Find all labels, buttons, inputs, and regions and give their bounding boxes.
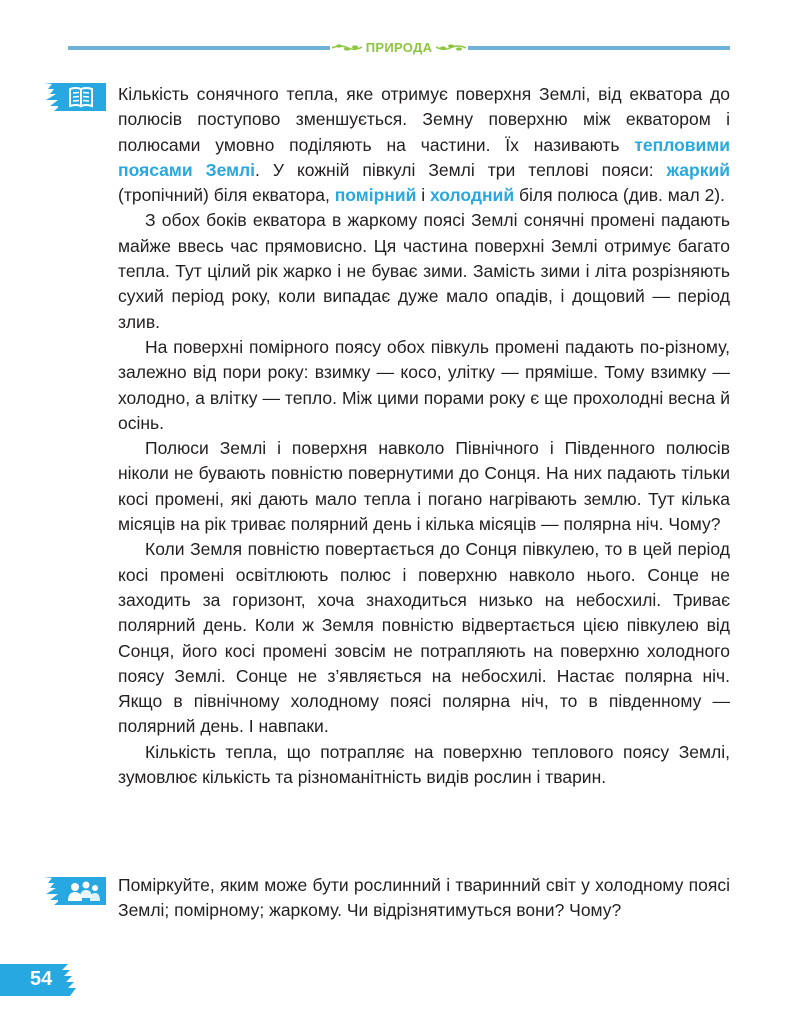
paragraph-poles: Полюси Землі і поверхня навколо Північного і Південного полюсів ніколи не бувають повністю повернутими до Сонця. На них падають тільки косі промені, які дають мало тепла і погано нагрівають землю. Тут кілька місяців на рік триває полярний день і кілька місяців — полярна ніч. Чому? — [118, 438, 730, 535]
term-hot: жаркий — [666, 159, 730, 180]
leaf-ornament-right-icon — [436, 42, 466, 52]
header-rule-left — [68, 46, 330, 50]
section-header — [330, 38, 468, 56]
term-cold: холодний — [429, 185, 515, 206]
book-icon — [44, 80, 106, 114]
page-number-badge — [0, 964, 78, 996]
section-title: ПРИРОДА — [365, 39, 433, 55]
paragraph-hot-belt: З обох боків екватора в жаркому поясі Землі сонячні промені падають майже ввесь час прямовисно. Ця частина поверхні Землі отримує багато тепла. Тут цілий рік жарко і не буває зими. Замість зими і літа розрізняють сухий період року, коли випадає дуже мало опадів, і дощовий — період злив. — [118, 210, 730, 332]
paragraph-temperate-belt: На поверхні помірного поясу обох півкуль промені падають по-різному, залежно від пори року: взимку — косо, улітку — пряміше. Тому взимку — холодно, а влітку — тепло. Між цими порами року є ще прохолодні весна й осінь. — [118, 336, 730, 433]
term-heat-belts: тепловими поясами Землі — [118, 134, 730, 180]
header-rule-right — [468, 46, 730, 50]
term-temperate: помірний — [334, 185, 417, 206]
page-number: 54 — [30, 968, 53, 990]
paragraph-polar-day-night: Коли Земля повністю повертається до Сонця півкулею, то в цей період косі промені освітлюють полюс і поверхню навколо нього. Сонце не заходить за горизонт, хоча знаходиться низько на небосхилі. Триває полярний день. Коли ж Земля повністю відвертається цією півкулею від Сонця, його косі промені зовсім не потрапляють на поверхню холодного поясу Землі. Сонце не з’являється на небосхилі. Настає полярна ніч. Якщо в північному холодному поясі полярна ніч, то в південному — полярний день. І навпаки. — [118, 539, 730, 737]
group-discussion-icon — [44, 874, 106, 908]
discussion-task — [118, 873, 730, 924]
paragraph-biodiversity: Кількість тепла, що потрапляє на поверхню теплового поясу Землі, зумовлює кількість та різноманітність видів рослин і тварин. — [118, 741, 730, 788]
paragraph-intro: Кількість сонячного тепла, яке отримує поверхня Землі, від екватора до полюсів поступово зменшується. Земну поверхню між екватором і полюсами умовно поділяють на частини. Їх називають тепловими поясами Землі. У кожній півкулі Землі три теплові пояси: жаркий (тропічний) біля екватора, помірний і холодний біля полюса (див. мал 2). — [118, 84, 730, 206]
main-text — [118, 82, 730, 790]
leaf-ornament-left-icon — [332, 42, 362, 52]
task-text: Поміркуйте, яким може бути рослинний і тваринний світ у холодному поясі Землі; помірному; жаркому. Чи відрізнятимуться вони? Чому? — [118, 875, 730, 921]
